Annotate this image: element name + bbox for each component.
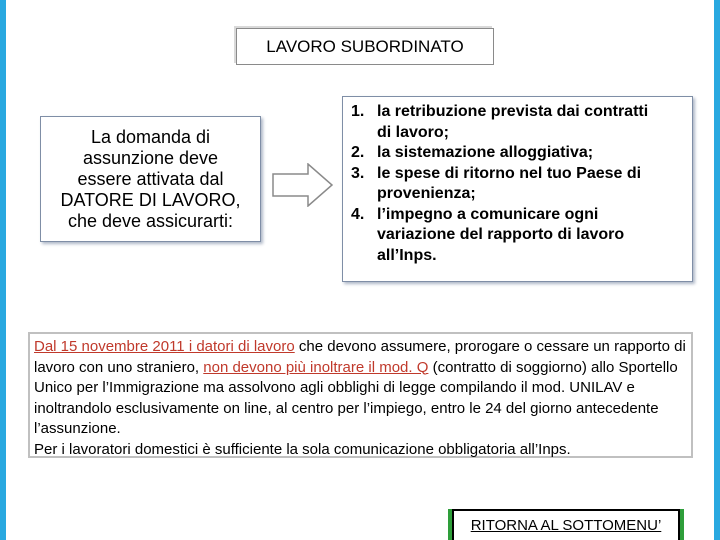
requirement-item: [351, 164, 684, 205]
left-edge-bar: [0, 0, 6, 540]
requirement-item: [351, 102, 684, 143]
requirement-line: provenienza;: [377, 185, 476, 202]
requirement-number: 1.: [351, 103, 365, 120]
notice-domestic-workers: Per i lavoratori domestici è sufficiente la sola comunicazione obbligatoria all’Inps.: [34, 440, 571, 458]
employer-duty-text: [60, 127, 240, 232]
page-title-text: LAVORO SUBORDINATO: [266, 36, 464, 56]
requirement-text: [377, 205, 684, 267]
notice-text: che devono assumere, prorogare o cessare un rapporto di lavoro con uno straniero,: [34, 338, 686, 376]
notice-date-highlight: Dal 15 novembre 2011 i datori di lavoro: [34, 338, 295, 355]
back-to-submenu-button[interactable]: [452, 509, 680, 540]
requirement-text: [377, 164, 684, 205]
employer-duty-line: assunzione deve: [82, 147, 219, 168]
requirement-line: l’impegno a comunicare ogni: [377, 205, 599, 223]
requirement-item: [351, 143, 684, 164]
requirement-item: [351, 205, 684, 267]
requirement-line: le spese di ritorno nel tuo Paese di: [377, 164, 642, 182]
requirement-text: [377, 102, 684, 143]
requirement-line: di lavoro;: [377, 123, 450, 141]
employer-duty-line: essere attivata dal: [77, 168, 224, 189]
requirements-list: [351, 102, 684, 266]
requirement-number: 2.: [351, 144, 365, 161]
page-title: [236, 28, 494, 65]
requirement-number: 3.: [351, 164, 365, 182]
right-arrow-icon: [272, 163, 334, 207]
employer-duty-box: [40, 116, 261, 242]
requirement-line: la retribuzione prevista dai contratti: [377, 103, 649, 120]
requirements-box: [342, 96, 693, 282]
employer-duty-line: La domanda di: [90, 126, 211, 147]
notice-mod-q-highlight: non devono più inoltrare il mod. Q: [203, 358, 429, 376]
requirement-text: [377, 143, 684, 164]
notice-box: [28, 332, 693, 458]
employer-duty-line: che deve assicurarti:: [67, 210, 234, 231]
requirement-line: variazione del rapporto di lavoro: [377, 226, 625, 243]
employer-duty-line: DATORE DI LAVORO,: [60, 189, 241, 210]
requirement-line: la sistemazione alloggiativa;: [377, 144, 594, 161]
back-to-submenu-label: RITORNA AL SOTTOMENU’: [470, 517, 662, 534]
requirement-line: all’Inps.: [377, 246, 437, 264]
requirement-number: 4.: [351, 205, 365, 223]
right-edge-bar: [714, 0, 720, 540]
notice-text: (contratto di soggiorno) allo Sportello Unico per l’Immigrazione ma assolvono agli obblighi di legge compilando il mod. UNILAV e inoltrandolo esclusivamente on line, al centro per l’impiego, entro le 24 del giorno antecedente l’assunzione.: [34, 358, 678, 437]
